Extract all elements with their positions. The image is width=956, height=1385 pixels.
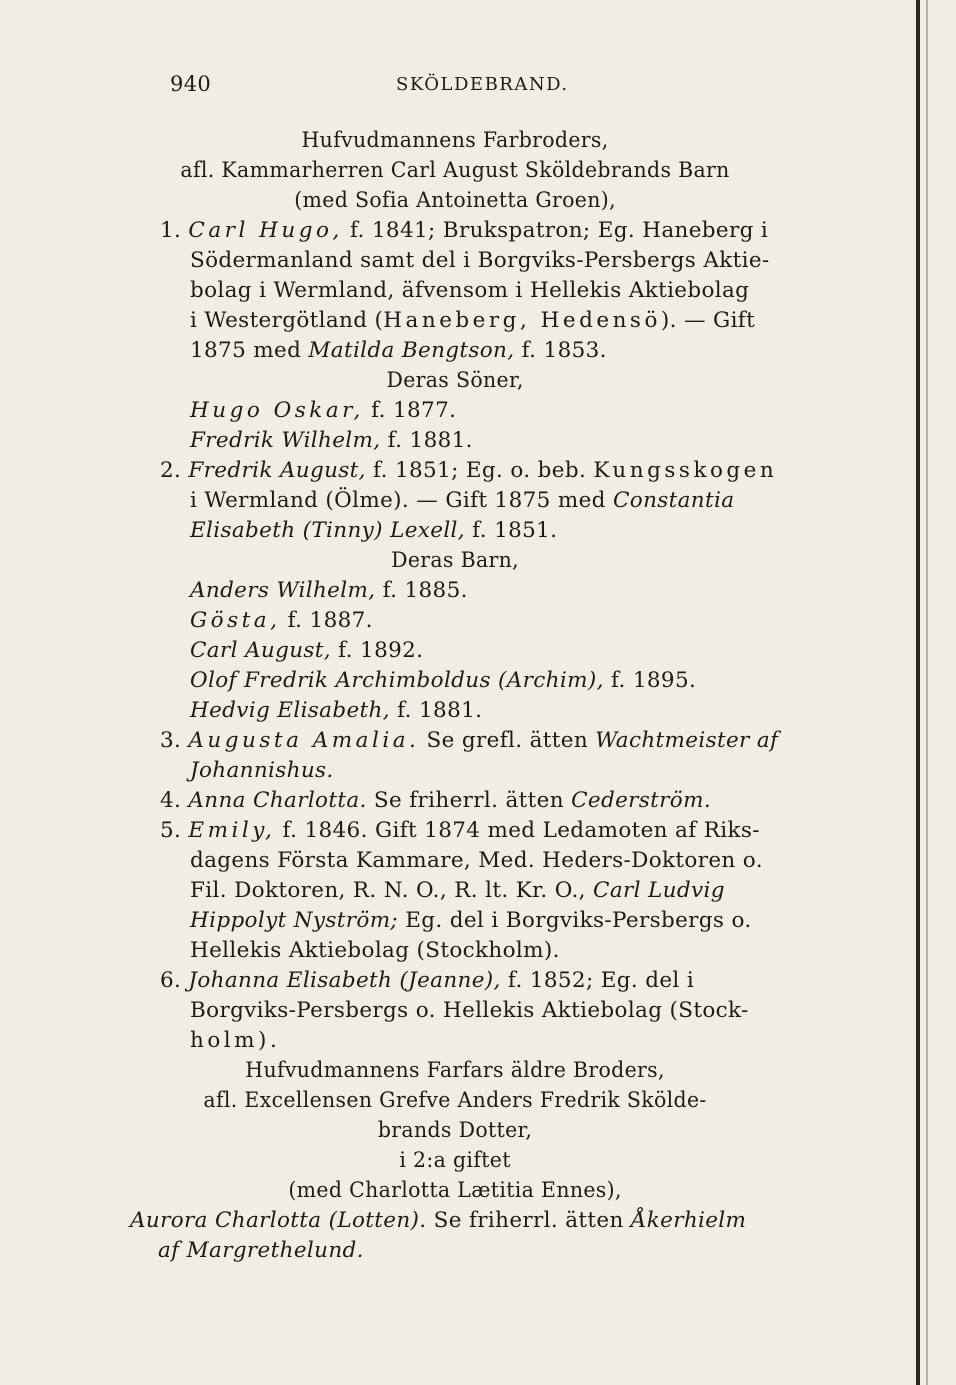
child-entry: Carl August, f. 1892. [190,638,424,664]
child-entry: Hedvig Elisabeth, f. 1881. [190,698,483,724]
child-entry: Gösta, f. 1887. [190,608,373,634]
child-entry: Anders Wilhelm, f. 1885. [190,578,468,604]
text-line: holm). [190,1028,281,1054]
text-line: bolag i Wermland, äfvensom i Hellekis Aktiebolag [190,278,750,304]
running-title: SKÖLDEBRAND. [396,74,569,95]
page-edge-line [926,0,928,1385]
list-item: 5. Emily, f. 1846. Gift 1874 med Ledamoten af Riks- [160,818,760,844]
page-edge-shadow [916,0,920,1385]
text-line: dagens Första Kammare, Med. Heders-Doktoren o. [190,848,763,874]
sub-heading: Deras Söner, [386,368,524,394]
text-line: (med Sofia Antoinetta Groen), [294,188,616,214]
list-item: 6. Johanna Elisabeth (Jeanne), f. 1852; Eg. del i [160,968,695,994]
text-line: afl. Kammarherren Carl August Sköldebrands Barn [180,158,730,184]
text-line: (med Charlotta Lætitia Ennes), [288,1178,622,1204]
text-line: Hippolyt Nyström; Eg. del i Borgviks-Persbergs o. [190,908,752,934]
text-line: brands Dotter, [377,1118,533,1144]
child-entry: Hugo Oskar, f. 1877. [190,398,457,424]
text-line: i Wermland (Ölme). — Gift 1875 med Constantia [190,488,735,514]
text-line: Johannishus. [190,758,334,784]
entry-line: Aurora Charlotta (Lotten). Se friherrl. ätten Åkerhielm [130,1208,747,1234]
text-line: i Westergötland (Haneberg, Hedensö). — Gift [190,308,756,334]
sub-heading: Deras Barn, [391,548,520,574]
list-item: 4. Anna Charlotta. Se friherrl. ätten Cederström. [160,788,711,814]
text-line: Hellekis Aktiebolag (Stockholm). [190,938,560,964]
list-item: 1. Carl Hugo, f. 1841; Brukspatron; Eg. Haneberg i [160,218,769,244]
text-line: Fil. Doktoren, R. N. O., R. lt. Kr. O., Carl Ludvig [190,878,725,904]
list-item: 2. Fredrik August, f. 1851; Eg. o. beb. Kungsskogen [160,458,778,484]
text-line: afl. Excellensen Grefve Anders Fredrik Skölde- [203,1088,707,1114]
text-line: af Margrethelund. [158,1238,364,1264]
section-heading: Hufvudmannens Farbroders, [301,128,609,153]
text-line: Elisabeth (Tinny) Lexell, f. 1851. [190,518,558,544]
section-heading: Hufvudmannens Farfars äldre Broders, [245,1058,665,1084]
text-line: i 2:a giftet [399,1148,511,1174]
list-item: 3. Augusta Amalia. Se grefl. ätten Wachtmeister af [160,728,779,754]
page-number: 940 [170,72,212,96]
child-entry: Olof Fredrik Archimboldus (Archim), f. 1895. [190,668,697,694]
child-entry: Fredrik Wilhelm, f. 1881. [190,428,473,454]
text-line: 1875 med Matilda Bengtson, f. 1853. [190,338,607,364]
text-line: Södermanland samt del i Borgviks-Persbergs Aktie- [190,248,770,274]
text-line: Borgviks-Persbergs o. Hellekis Aktiebolag (Stock- [190,998,749,1024]
